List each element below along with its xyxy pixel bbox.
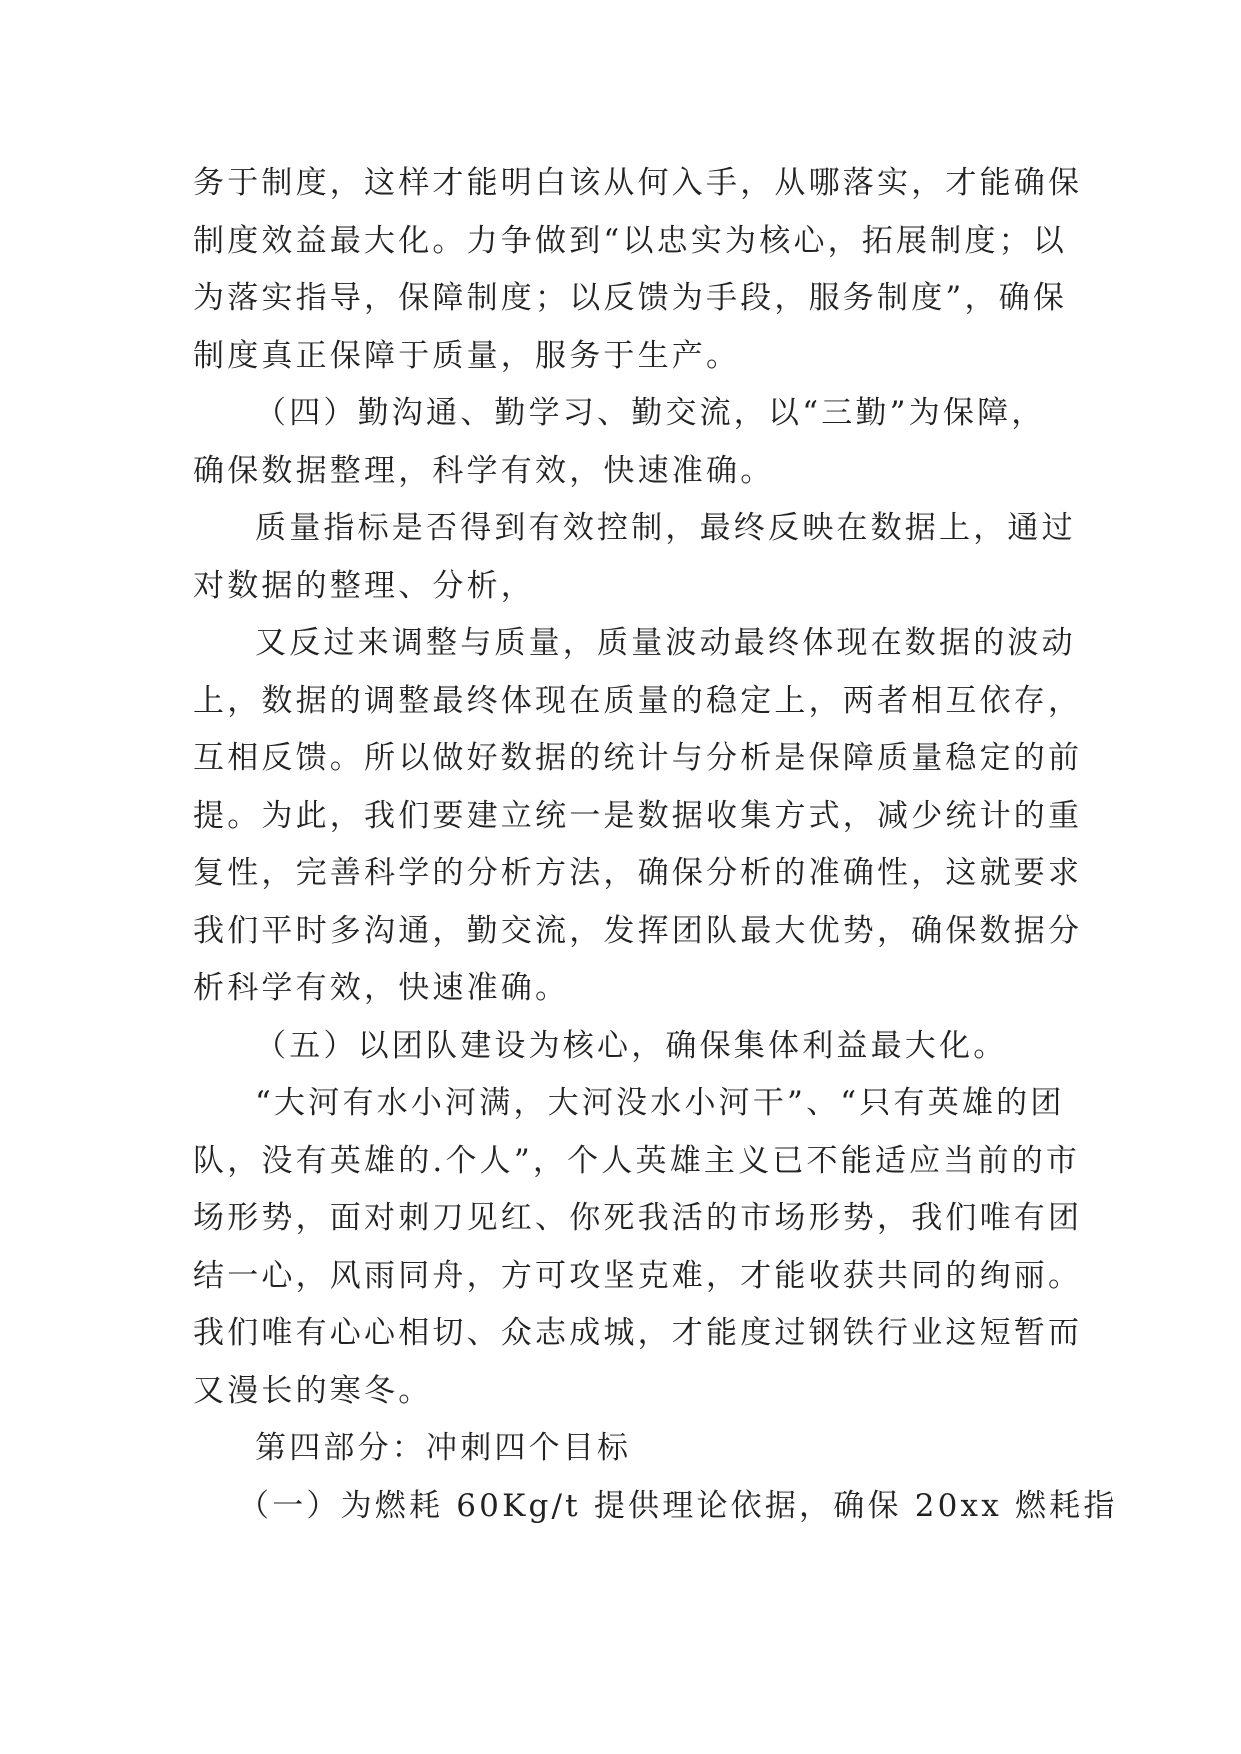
- text-line: 场形势，面对刺刀见红、你死我活的市场形势，我们唯有团: [193, 1200, 1083, 1236]
- body-text: [193, 155, 1118, 1535]
- section-heading: （五）以团队建设为核心，确保集体利益最大化。: [255, 1027, 1008, 1064]
- paragraph-start: 又反过来调整与质量，质量波动最终体现在数据的波动: [255, 625, 1076, 661]
- text-line: 析科学有效，快速准确。: [193, 970, 570, 1006]
- section-heading: （四）勤沟通、勤学习、勤交流，以“三勤”为保障，: [255, 395, 1046, 431]
- text-line: 制度效益最大化。力争做到“以忠实为核心，拓展制度；以: [193, 222, 1068, 259]
- text-line: 队，没有英雄的.个人”，个人英雄主义已不能适应当前的市: [193, 1142, 1081, 1179]
- text-line: 提。为此，我们要建立统一是数据收集方式，减少统计的重: [193, 797, 1083, 834]
- section-heading: （一）为燃耗 60Kg/t 提供理论依据，确保 20xx 燃耗指: [238, 1487, 1118, 1524]
- text-line: 又漫长的寒冬。: [193, 1372, 433, 1409]
- text-line: 制度真正保障于质量，服务于生产。: [193, 337, 741, 374]
- text-line: 我们唯有心心相切、众志成城，才能度过钢铁行业这短暂而: [193, 1315, 1083, 1351]
- paragraph-start: 质量指标是否得到有效控制，最终反映在数据上，通过: [255, 510, 1076, 546]
- text-line: 互相反馈。所以做好数据的统计与分析是保障质量稳定的前: [193, 740, 1083, 776]
- text-line: 为落实指导，保障制度；以反馈为手段，服务制度”，确保: [193, 280, 1068, 316]
- text-line: 确保数据整理，科学有效，快速准确。: [193, 452, 775, 489]
- part-heading: 第四部分：冲刺四个目标: [255, 1430, 632, 1466]
- text-line: 对数据的整理、分析，: [193, 567, 535, 604]
- paragraph-start: “大河有水小河满，大河没水小河干”、“只有英雄的团: [255, 1085, 1065, 1121]
- text-line: 我们平时多沟通，勤交流，发挥团队最大优势，确保数据分: [193, 912, 1083, 949]
- text-line: 结一心，风雨同舟，方可攻坚克难，才能收获共同的绚丽。: [193, 1257, 1083, 1294]
- text-line: 复性，完善科学的分析方法，确保分析的准确性，这就要求: [193, 855, 1083, 891]
- text-line: 上，数据的调整最终体现在质量的稳定上，两者相互依存，: [193, 682, 1083, 719]
- text-line: 务于制度，这样才能明白该从何入手，从哪落实，才能确保: [193, 165, 1083, 201]
